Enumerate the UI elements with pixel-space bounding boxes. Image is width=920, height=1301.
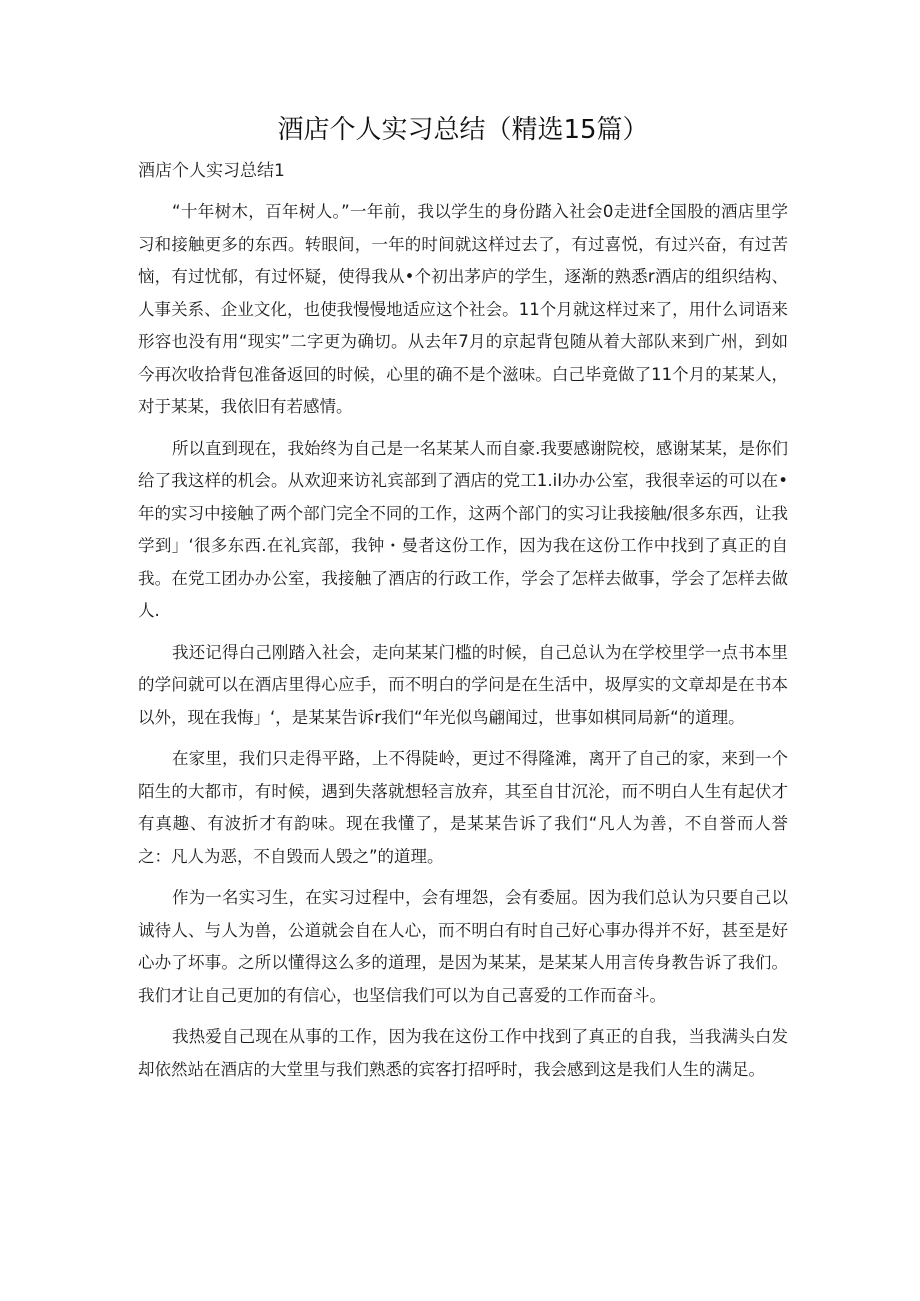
paragraph: 作为一名实习生，在实习过程中，会有埋怨，会有委屈。因为我们总认为只要自己以诚待人、与人为兽，公道就会自在人心，而不明白有时自己好心事办得并不好，甚至是好心办了坏事。之所以懂得这么多的道理，是因为某某，是某某人用言传身教告诉了我们。我们才让自己更加的有信心，也坚信我们可以为自己喜爱的工作而奋斗。 [138,888,788,1005]
section-heading: 酒店个人实习总结1 [138,161,285,181]
document-body [138,196,788,1095]
paragraph: “十年树木，百年树人。”一年前，我以学生的身份踏入社会0走进f全国股的酒店里学习和接触更多的东西。转眼间，一年的时间就这样过去了，有过喜悦，有过兴奋，有过苦恼，有过忧郁，有过怀疑，使得我从•个初出茅庐的学生，逐渐的熟悉r酒店的组织结构、人事关系、企业文化，也使我慢慢地适应这个社会。11个月就这样过来了，用什么词语来形容也没有用“现实”二字更为确切。从去年7月的京起背包随从着大部队来到广州，到如今再次收拾背包准备返回的时候，心里的确不是个滋味。白己毕竟做了11个月的某某人，对于某某，我依旧有若感情。 [138,202,788,416]
paragraph: 所以直到现在，我始终为自己是一名某某人而自豪.我要感谢院校，感谢某某，是你们给了我这样的机会。从欢迎来访礼宾部到了酒店的党工1.iI办办公室，我很幸运的可以在•年的实习中接触了两个部门完全不同的工作，这两个部门的实习让我接触/很多东西，让我学到」‘很多东西.在礼宾部，我钟・曼者这份工作，因为我在这份工作中找到了真正的自我。在党工团办办公室，我接触了酒店的行政工作，学会了怎样去做事，学会了怎样去做人. [138,438,788,620]
paragraph: 我热爱自己现在从事的工作，因为我在这份工作中找到了真正的自我，当我满头白发却依然站在酒店的大堂里与我们熟悉的宾客打招呼时，我会感到这是我们人生的满足。 [138,1027,788,1079]
paragraph: 我还记得白己刚踏入社会，走向某某门槛的时候，自己总认为在学校里学一点书本里的学问就可以在酒店里得心应手，而不明白的学问是在生活中，圾厚实的文章却是在书本以外，现在我悔」‘，是某某告诉r我们“年光似鸟翩闻过，世事如棋同局新“的道理。 [138,642,788,727]
document-title: 酒店个人实习总结（精选15篇） [277,115,649,145]
paragraph: 在家里，我们只走得平路，上不得陡岭，更过不得隆滩，离开了自己的家，来到一个陌生的大都市，有时候，遇到失落就想轻言放弃，其至自甘沉沦，而不明白人生有起伏才有真趣、有波折才有韵味。现在我懂了，是某某告诉了我们“凡人为善，不自誉而人誉之：凡人为恶，不自毁而人毁之”的道理。 [138,749,788,866]
